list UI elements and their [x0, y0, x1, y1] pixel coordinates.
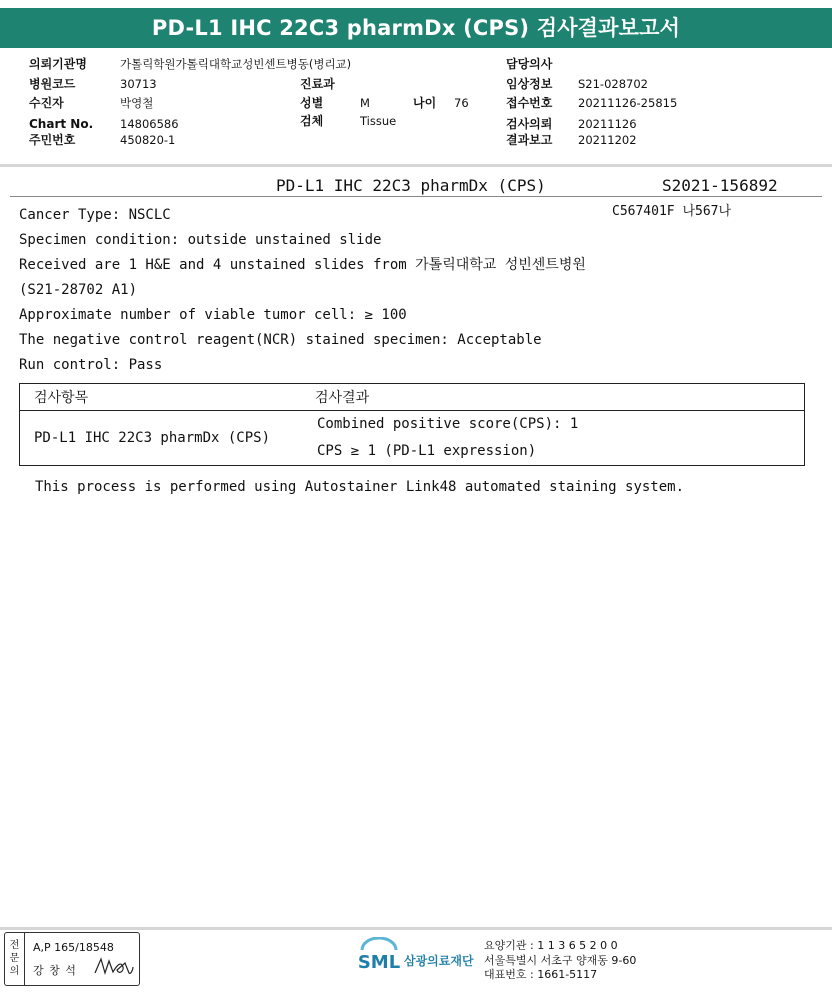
sub-code: C567401F 나567나 — [612, 204, 732, 219]
institution-value: 가톨릭학원가톨릭대학교성빈센트병동(병리교) — [120, 57, 352, 71]
result-table — [19, 383, 805, 466]
specimen-label: 검체 — [300, 114, 324, 128]
org-name: 삼광의료재단 — [404, 954, 474, 968]
col-item-header: 검사항목 — [20, 384, 302, 411]
request-label: 검사의뢰 — [506, 117, 553, 131]
dept-label: 진료과 — [300, 77, 335, 91]
chart-label: Chart No. — [29, 117, 94, 131]
stamp-side-label — [5, 933, 25, 985]
institution-label: 의뢰기관명 — [29, 57, 87, 71]
table-row — [20, 411, 805, 466]
report-title-bar: PD-L1 IHC 22C3 pharmDx (CPS) 검사결과보고서 — [0, 8, 832, 48]
age-value: 76 — [454, 96, 469, 110]
table-header-row — [20, 384, 805, 411]
slide-id-line: (S21-28702 A1) — [19, 282, 138, 298]
receipt-value: 20211126-25815 — [578, 96, 678, 110]
hospital-code-label: 병원코드 — [29, 77, 76, 91]
run-control-line: Run control: Pass — [19, 357, 163, 373]
report-date-value: 20211202 — [578, 133, 637, 147]
org-phone: 대표번호 : 1661-5117 — [484, 968, 598, 981]
request-value: 20211126 — [578, 117, 637, 131]
hospital-code-value: 30713 — [120, 77, 157, 91]
receipt-label: 접수번호 — [506, 96, 553, 110]
stamp-char: 문 — [9, 953, 20, 964]
process-note: This process is performed using Autostainer Link48 automated staining system. — [35, 479, 685, 495]
col-result-header: 검사결과 — [301, 384, 805, 411]
footer-divider — [0, 927, 832, 930]
report-number: S2021-156892 — [662, 176, 778, 195]
header-divider — [0, 164, 832, 167]
org-address: 서울특별시 서초구 양재동 9-60 — [484, 954, 637, 967]
stamp-code: A,P 165/18548 — [33, 941, 114, 954]
sex-label: 성별 — [300, 96, 324, 110]
negative-control-line: The negative control reagent(NCR) stained specimen: Acceptable — [19, 332, 542, 348]
received-line: Received are 1 H&E and 4 unstained slides from 가톨릭대학교 성빈센트병원 — [19, 257, 586, 273]
specimen-condition-line: Specimen condition: outside unstained slide — [19, 232, 382, 248]
report-date-label: 결과보고 — [506, 133, 553, 147]
tumor-cell-line: Approximate number of viable tumor cell: ≥ 100 — [19, 307, 407, 323]
clinical-label: 임상정보 — [506, 77, 553, 91]
test-title: PD-L1 IHC 22C3 pharmDx (CPS) — [276, 176, 546, 195]
sml-logo-icon — [356, 937, 402, 973]
chart-value: 14806586 — [120, 117, 179, 131]
cancer-type-line: Cancer Type: NSCLC — [19, 207, 171, 223]
cps-score: Combined positive score(CPS): 1 — [317, 416, 579, 432]
stamp-char: 의 — [9, 966, 20, 977]
patient-value: 박영철 — [120, 96, 154, 110]
stamp-name: 강 창 석 — [33, 964, 77, 977]
sex-value: M — [360, 96, 370, 110]
specimen-value: Tissue — [360, 114, 397, 128]
cps-interpretation: CPS ≥ 1 (PD-L1 expression) — [317, 443, 537, 459]
specialist-stamp — [4, 932, 140, 986]
resident-label: 주민번호 — [29, 133, 76, 147]
signature-icon — [93, 955, 135, 979]
org-code: 요양기관 : 1 1 3 6 5 2 0 0 — [484, 939, 618, 952]
clinical-value: S21-028702 — [578, 77, 648, 91]
test-item-cell: PD-L1 IHC 22C3 pharmDx (CPS) — [20, 411, 302, 466]
resident-value: 450820-1 — [120, 133, 176, 147]
patient-label: 수진자 — [29, 96, 64, 110]
doctor-label: 담당의사 — [506, 57, 553, 71]
stamp-char: 전 — [9, 940, 20, 951]
test-result-cell — [301, 411, 805, 466]
logo-text: SML — [357, 952, 401, 973]
title-underline — [10, 196, 822, 197]
age-label: 나이 — [413, 96, 437, 110]
